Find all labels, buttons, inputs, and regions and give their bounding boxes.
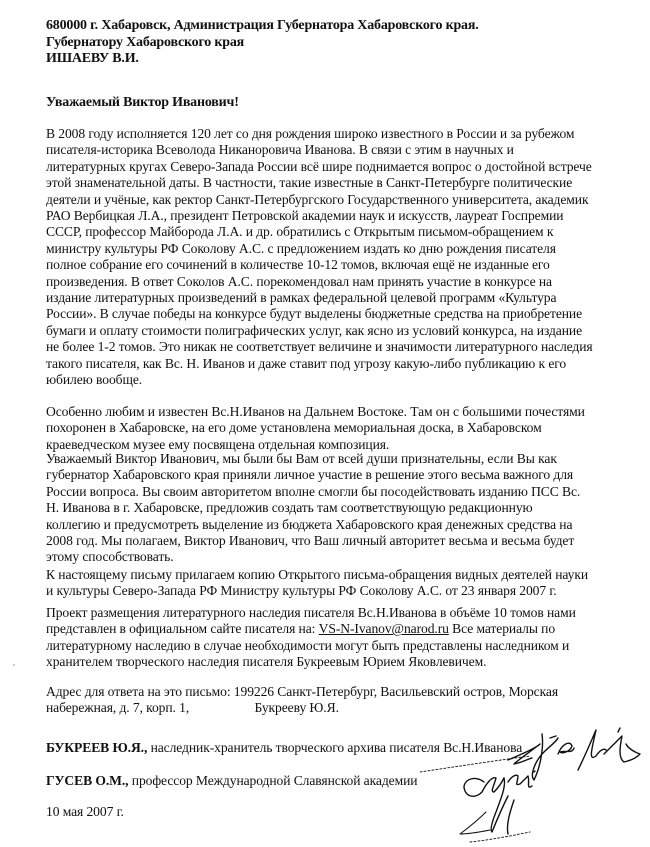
signature-gusev-icon (420, 752, 590, 847)
text-line: СССР, профессор Майборода Л.А. и др. обратились с Открытым письмом-обращением к (46, 224, 554, 240)
address-line: 680000 г. Хабаровск, Администрация Губернатора Хабаровского края. (46, 18, 479, 33)
text-line: Н. Иванова в г. Хабаровске, предложив создать там соответствующую редакционную (46, 500, 533, 516)
text-line: литературных кругах Северо-Запада России всё шире поднимается вопрос о достойной встрече (46, 158, 592, 174)
text-segment: Все материалы по (448, 621, 556, 637)
text-line: Проект размещения литературного наследия писателя Вс.Н.Иванова в объёме 10 томов нами (46, 605, 576, 620)
salutation: Уважаемый Виктор Иванович! (46, 95, 239, 110)
website-link[interactable]: VS-N-Ivanov@narod.ru (318, 621, 449, 637)
text-line: этой знаменательной даты. В частности, такие известные в Санкт-Петербурге политические (46, 175, 573, 191)
text-line: К настоящему письму прилагаем копию Открытого письма-обращения видных деятелей науки (46, 567, 589, 582)
text-line: Особенно любим и известен Вс.Н.Иванов на Дальнем Востоке. Там он с большими почестями (46, 404, 585, 419)
text-line: не более 1-2 томов. Это никак не соответствует величине и значимости литературного наследия (46, 339, 593, 355)
signatory-role: профессор Международной Славянской академии (128, 773, 418, 788)
text-line: хранителем творческого наследия писателя Букреевым Юрием Яковлевичем. (46, 654, 487, 670)
text-line: министру культуры РФ Соколову А.С. с предложением издать ко дню рождения писателя (46, 240, 556, 256)
recipient-name: ИШАЕВУ В.И. (46, 51, 139, 66)
text-line: Уважаемый Виктор Иванович, мы были бы Вам от всей души признательны, если Вы как (46, 451, 557, 466)
signatory-name: БУКРЕЕВ Ю.Я., (46, 740, 148, 755)
text-line (46, 621, 555, 637)
text-line: коллегию и предусмотреть выделение из бюджета Хабаровского края денежных средства на (46, 516, 573, 532)
text-line: литературному наследию в случае необходимости могут быть представлены наследником и (46, 637, 570, 653)
text-line: такого писателя, как Вс. Н. Иванов и даже ставит под угрозу какую-либо публикацию к его (46, 355, 567, 371)
signatory-role: наследник-хранитель творческого архива писателя Вс.Н.Иванова (147, 740, 523, 755)
text-line: Адрес для ответа на это письмо: 199226 Санкт-Петербург, Васильевский остров, Морская (46, 684, 559, 699)
text-line: юбилею вообще. (46, 372, 143, 387)
text-line: краеведческом музее ему посвящена отдельная композиция. (46, 436, 390, 452)
text-segment: набережная, д. 7, корп. 1, (46, 700, 193, 716)
text-line: похоронен в Хабаровске, на его доме установлена мемориальная доска, в Хабаровском (46, 420, 542, 436)
signatory-gusev (46, 773, 417, 789)
text-segment: Букрееву Ю.Я. (254, 700, 339, 716)
text-line: 2008 год. Мы полагаем, Виктор Иванович, что Ваш личный авторитет весьма и весьма будет (46, 533, 575, 548)
text-line: издание литературных произведений в рамках федеральной целевой программ «Культура (46, 290, 557, 305)
recipient-title: Губернатору Хабаровского края (46, 35, 245, 50)
text-line: России вопроса. Вы своим авторитетом вполне смогли бы посодействовать изданию ПСС Вс. (46, 483, 581, 499)
text-line: В 2008 году исполняется 120 лет со дня рождения широко известного в России и за рубежом (46, 126, 575, 141)
text-segment: представлен в официальном сайте писателя на: (46, 621, 319, 637)
text-line: и культуры Северо-Запада РФ Министру культуры РФ Соколову А.С. от 23 января 2007 г. (46, 583, 557, 599)
text-line: губернатор Хабаровского края приняли личное участие в решение этого весьма важного для (46, 467, 574, 483)
text-line (46, 700, 339, 716)
text-line: деятели и учёные, как ректор Санкт-Петербургского Государственного университета, академик (46, 191, 589, 207)
signatory-name: ГУСЕВ О.М., (46, 773, 129, 788)
text-line: бумаги и оплату стоимости полиграфических услуг, как ясно из условий конкурса, на издание (46, 322, 583, 338)
text-line: РАО Вербицкая Л.А., президент Петровской академии наук и искусств, лауреат Госпремии (46, 208, 564, 223)
letter-date: 10 мая 2007 г. (46, 804, 124, 819)
text-line: полное собрание его сочинений в количестве 10-12 томов, включая ещё не изданные его (46, 257, 550, 273)
text-line: этому способствовать. (46, 549, 174, 565)
text-line: России». В случае победы на конкурсе будут выделены бюджетные средства на приобретение (46, 306, 583, 322)
text-line: произведения. В ответ Соколов А.С. порекомендовал нам принять участие в конкурсе на (46, 273, 552, 289)
scan-artifact-dot (13, 664, 15, 666)
text-line: писателя-историка Всеволода Никаноровича Иванова. В связи с этим в научных и (46, 142, 514, 158)
